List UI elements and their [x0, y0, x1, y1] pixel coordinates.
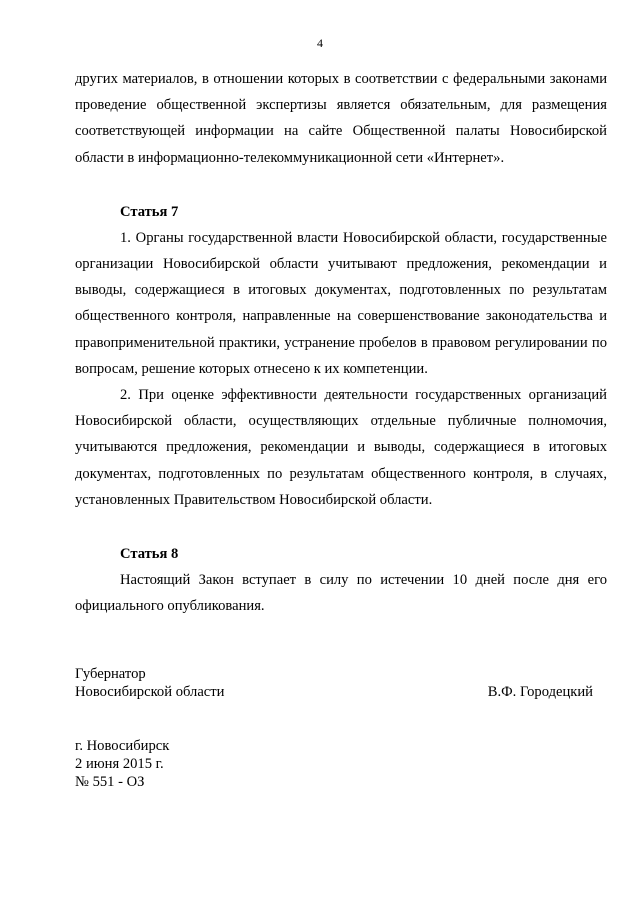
- page-number: 4: [317, 36, 323, 50]
- document-body: [75, 66, 607, 791]
- article-8-paragraph-1: Настоящий Закон вступает в силу по истечении 10 дней после дня его официального опубликования.: [75, 572, 607, 615]
- document-footer: [75, 737, 607, 791]
- article-8-title: Статья 8: [120, 546, 179, 563]
- signature-name: В.Ф. Городецкий: [487, 684, 593, 701]
- footer-date: 2 июня 2015 г.: [75, 756, 164, 773]
- article-7-paragraph-2: 2. При оценке эффективности деятельности государственных организаций Новосибирской области, осуществляющих отдельные публичные полномочия, учитываются предложения, рекомендации и выводы, содержащиеся в итоговых документах, подготовленных по результатам общественного контроля, в случаях, установленных Правительством Новосибирской области.: [75, 387, 607, 508]
- footer-number: № 551 - ОЗ: [75, 774, 145, 791]
- article-7-title: Статья 7: [120, 203, 179, 220]
- footer-city: г. Новосибирск: [75, 738, 170, 755]
- signature-block: [75, 665, 607, 701]
- intro-paragraph: других материалов, в отношении которых в соответствии с федеральными законами проведение общественной экспертизы является обязательным, для размещения соответствующей информации на сайте Общественной палаты Новосибирской области в информационно-телекоммуникационной сети «Интернет».: [75, 71, 607, 166]
- article-7-paragraph-1: 1. Органы государственной власти Новосибирской области, государственные организации Новосибирской области учитывают предложения, рекомендации и выводы, содержащиеся в итоговых документах, подготовленных по результатам общественного контроля, направленные на совершенствование законодательства и правоприменительной практики, устранение пробелов в правовом регулировании по вопросам, решение которых отнесено к их компетенции.: [75, 229, 607, 377]
- signature-position-line-1: Губернатор: [75, 666, 146, 683]
- signature-position-line-2: Новосибирской области: [75, 684, 225, 701]
